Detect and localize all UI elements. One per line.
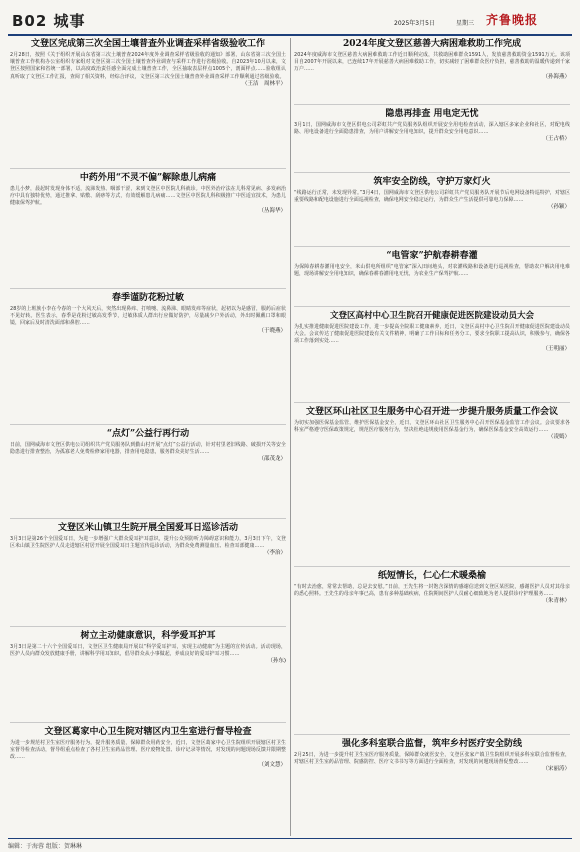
article-body: 患儿小梦，晨起时发现身体不适，流涕发热、咽部干涩，来到文登区中医院儿科就诊。中医外治疗法在儿科常见病、多发病治疗中具有独特优势，通过推拿、贴敷、刮痧等方式，有效缓解患儿病痛……文登区中医院儿科积极推广中医适宜技术，为患儿健康保驾护航。 <box>10 186 286 207</box>
article-body: 2024年度威海市文登区慈善大病困难救助工作近日顺利完成，共救助困难群众1591人，发放慈善救助资金1591万元。该项目自2007年开展以来，已连续17年开展慈善大病困难救助工作，切实减轻了困难群众医疗负担，慈善救助的温暖传递到千家万户…… <box>294 52 570 73</box>
page-footer: 编辑：于海蓉 组版：贺琳琳 <box>8 838 572 850</box>
article-byline: （朱青林） <box>542 598 570 605</box>
newspaper-logo: 齐鲁晚报 <box>486 13 539 27</box>
article-byline: （李治） <box>263 550 286 557</box>
article-clinic-inspection <box>10 726 286 834</box>
article-byline: （丛海华） <box>258 207 286 214</box>
article-spring-irrigation <box>294 250 570 307</box>
article-body: 3月1日，国网威海市文登区供电公司彩虹共产党员服务队组织开展安全用电检查活动，深入辖区多家企业和社区，对配电线路、用电设备进行全面隐患排查，为用户讲解安全用电知识，提升群众安全用电意识…… <box>294 122 570 136</box>
article-headline: 文登区完成第三次全国土壤普查外业调查采样省级验收工作 <box>30 39 265 49</box>
article-body: 3月3日是第26个全国爱耳日，为进一步增强广大群众爱耳护耳意识，提升公众预防听力障碍意识和能力，3月3日下午，文登区米山镇卫生院医护人员走进辖区村居开展全国爱耳日主题宣传巡诊活动，为群众免费测量血压、检查耳部健康…… <box>10 536 286 550</box>
article-byline: （王明丽） <box>542 345 570 352</box>
article-byline: （刘文慧） <box>258 761 286 768</box>
article-headline: 文登区高村中心卫生院召开健康促进医院建设动员大会 <box>329 311 534 321</box>
article-pollen-allergy <box>10 292 286 425</box>
article-byline: （孙东) <box>267 658 286 665</box>
article-body: 日前，国网威海市文登区供电公司组织共产党员服务队到勤山村开展“点灯”公益行活动，针对村里老旧线路、破损开关等安全隐患进行排查整治，为孤寡老人免费检修家用电器，排查用电隐患，服务群众美好生活…… <box>10 442 286 456</box>
section-title: B02 城事 <box>12 12 86 30</box>
article-headline: 隐患再排查 用电定无忧 <box>385 109 479 119</box>
article-headline: 文登区环山社区卫生服务中心召开进一步提升服务质量工作会议 <box>305 407 558 417</box>
article-ear-care-day <box>10 522 286 627</box>
article-body: “线路运行正常，未发现异常。”3月4日，国网威海市文登区供电公司彩虹共产党员服务队开展节后电网设备特巡特护，对辖区重要线路和配电设施进行全面巡视检查，确保电网安全稳定运行，为群众生产生活提供可靠电力保障…… <box>294 190 570 204</box>
article-byline: （邵茂龙） <box>258 456 286 463</box>
article-byline: （孙颖） <box>547 204 570 211</box>
article-headline: 2024年度文登区慈善大病困难救助工作完成 <box>342 39 522 49</box>
article-body: 2月25日，为进一步提升村卫生室医疗服务质量，保障群众就医安全，文登区张家产镇卫生院组织开展多科室联合监督检查，对辖区村卫生室药品管理、院感防控、医疗文书书写等方面进行全面检查，对发现的问题现场督促整改…… <box>294 752 570 766</box>
article-body: 为切实加强医保基金监管，维护医保基金安全，近日，文登区环山社区卫生服务中心召开医保基金监管工作会议。会议要求各科室严格遵守医保政策规定，规范医疗服务行为，坚决杜绝违规使用医保基金行为，确保医保基金安全高效运行…… <box>294 420 570 434</box>
article-byline: （于晓燕） <box>258 327 286 334</box>
article-byline: （孙海燕） <box>542 73 570 80</box>
article-byline: （凌嫣） <box>547 434 570 441</box>
article-body: 2月28日，按照《关于组织开展山东省第三次土壤普查2024年度外业调查采样省级验收的通知》部署，山东省第三次全国土壤普查工作机构办公室组织专家组对文登区第三次全国土壤普查外业调查与采样工作进行省级验收。自2023年10月以来，文登区按照国家和省统一部署，以高度政治责任感全面完成土壤普查工作，全区抽取表层样点1005个，剖面样点……验收组认真听取了文登区工作汇报，查阅了相关资料，经综合评议，文登区第三次全国土壤普查外业调查采样工作顺利通过省级验收。 <box>10 52 286 80</box>
article-soil-survey <box>10 38 286 169</box>
article-body: 为保障春耕春灌用电安全，米山供电所组织“电管家”深入田间地头，对农灌线路和设备进行巡视检查，帮助农户解决用电难题，现场讲解安全用电知识，确保春耕春灌用电无忧，为农业生产保驾护航…… <box>294 264 570 278</box>
article-power-safety <box>294 176 570 247</box>
article-headline: 树立主动健康意识，科学爱耳护耳 <box>80 631 216 641</box>
article-charity-relief <box>294 38 570 105</box>
article-headline: 文登区米山镇卫生院开展全国爱耳日巡诊活动 <box>57 523 238 533</box>
article-health-hospital-meeting <box>294 310 570 403</box>
article-thank-you-letter <box>294 570 570 735</box>
article-power-check <box>294 108 570 173</box>
article-headline: 纸短情长，仁心仁术暖桑榆 <box>377 571 486 581</box>
article-body: 28岁的上班族小李在今春的一个大风天后，突然出现鼻痒、打喷嚏、流鼻涕、眼睛发痒等症状，起初以为是感冒，服药后症状不见好转。医生表示，春季是花粉过敏高发季节，过敏体质人群出行应做好防护，尽量减少户外活动，外出时佩戴口罩和眼镜，回家后及时清洗面部和鼻腔…… <box>10 306 286 327</box>
article-health-awareness <box>10 630 286 723</box>
column-divider <box>290 38 291 836</box>
article-headline: “点灯”公益行再行动 <box>106 429 190 439</box>
article-byline: （王占桥） <box>542 136 570 143</box>
article-body: 为进一步规范村卫生室医疗服务行为，提升服务质量，保障群众用药安全，近日，文登区葛家中心卫生院组织开展辖区村卫生室督导检查活动，督导组重点检查了各村卫生室药品管理、医疗废物处置、诊疗记录等情况，对发现的问题现场反馈并限期整改…… <box>10 740 286 761</box>
issue-weekday: 星期三 <box>456 20 475 27</box>
article-headline: 春季谨防花粉过敏 <box>111 293 184 303</box>
article-headline: 筑牢安全防线，守护万家灯火 <box>373 177 491 187</box>
issue-date: 2025年3月5日 <box>394 20 435 27</box>
article-byline: （宋丽涛） <box>542 766 570 773</box>
article-community-center-meeting <box>294 406 570 567</box>
article-light-charity <box>10 428 286 519</box>
article-headline: 强化多科室联合监督，筑牢乡村医疗安全防线 <box>341 739 522 749</box>
article-tcm-pediatrics <box>10 172 286 289</box>
article-rural-medical-safety <box>294 738 570 834</box>
article-headline: 中药外用“不灵不偏”解除患儿病痛 <box>79 173 217 183</box>
masthead <box>8 4 572 34</box>
article-body: 为扎实推进健康促进医院建设工作，进一步提高全院职工健康素养，近日，文登区高村中心卫生院召开健康促进医院建设动员大会。会议传达了健康促进医院建设有关文件精神，明确了工作目标和任务分工，要求全院职工提高认识，积极参与，确保各项工作落到实处…… <box>294 324 570 345</box>
article-body: 3月3日是第二十六个全国爱耳日，文登区卫生健康局开展以“科学爱耳护耳，实现主动健康”为主题的宣传活动。活动现场，医护人员向群众发放健康手册，讲解科学用耳知识，倡导群众从小事做起，养成良好的爱耳护耳习惯…… <box>10 644 286 658</box>
article-headline: “电管家”护航春耕春灌 <box>386 251 478 261</box>
article-byline: （王洁 周林平） <box>241 80 286 87</box>
article-headline: 文登区葛家中心卫生院对辖区内卫生室进行督导检查 <box>44 727 252 737</box>
masthead-rule <box>8 34 572 36</box>
article-body: “有时去治愈，常常去帮助，总是去安慰。”日前，王先生将一封饱含深情的感谢信送到文登区某医院，感谢医护人员对其母亲的悉心照料。王先生的母亲年事已高，患有多种基础疾病，住院期间医护人员耐心细致地为老人提供诊疗护理服务…… <box>294 584 570 598</box>
